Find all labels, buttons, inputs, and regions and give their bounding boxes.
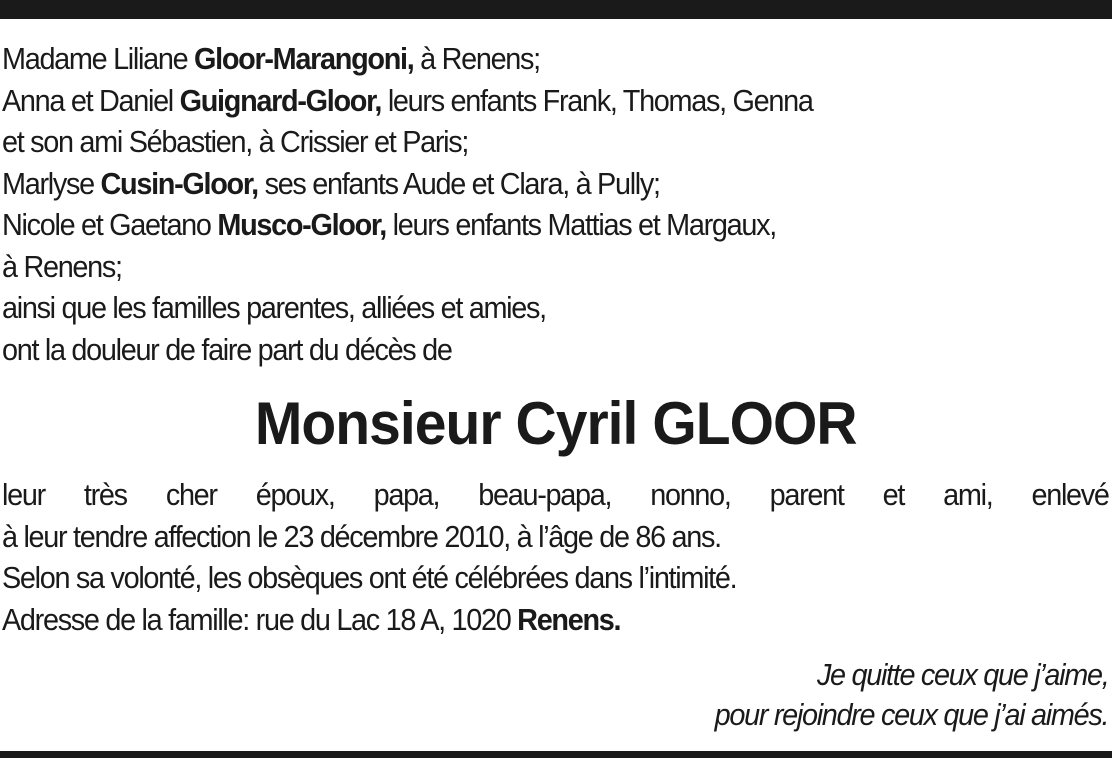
family-line-2: Anna et Daniel Guignard-Gloor, leurs enfants Frank, Thomas, Genna xyxy=(2,82,813,118)
details-word: ami, xyxy=(943,477,993,512)
details-line-4: Adresse de la famille: rue du Lac 18 A, 1020 Renens. xyxy=(2,601,621,637)
bottom-border xyxy=(0,751,1112,758)
details-line-3: Selon sa volonté, les obsèques ont été célébrées dans l’intimité. xyxy=(2,560,737,595)
family-name: Cusin-Gloor, xyxy=(100,165,258,201)
family-name: Guignard-Gloor, xyxy=(179,82,382,118)
family-line-3: et son ami Sébastien, à Crissier et Paris; xyxy=(2,124,469,159)
details-word: leur xyxy=(2,477,45,512)
details-line-1 xyxy=(2,474,1109,516)
family-line-8: ont la douleur de faire part du décès de xyxy=(2,331,452,367)
details-word: beau-papa, xyxy=(478,477,612,512)
family-name: Gloor-Marangoni, xyxy=(194,41,414,76)
details-word: et xyxy=(882,477,905,512)
family-name: Musco-Gloor, xyxy=(217,207,386,242)
details-line-2: à leur tendre affection le 23 décembre 2010, à l’âge de 86 ans. xyxy=(2,518,721,554)
details-word: très xyxy=(83,477,127,512)
details-word: nonno, xyxy=(650,477,731,512)
details-block xyxy=(2,474,1109,640)
details-word: papa, xyxy=(373,477,440,512)
family-line-7: ainsi que les familles parentes, alliées et amies, xyxy=(2,290,546,325)
family-line-6: à Renens; xyxy=(2,248,122,284)
details-word: cher xyxy=(165,477,217,512)
details-word: parent xyxy=(769,477,844,512)
family-line-1: Madame Liliane Gloor-Marangoni, à Renens; xyxy=(2,41,540,76)
quote-line-1: Je quitte ceux que j’aime, xyxy=(816,657,1108,692)
closing-quote xyxy=(0,655,1108,735)
details-word: époux, xyxy=(255,477,335,512)
family-line-5: Nicole et Gaetano Musco-Gloor, leurs enfants Mattias et Margaux, xyxy=(2,207,776,242)
deceased-name: Monsieur Cyril GLOOR xyxy=(255,390,857,457)
top-border xyxy=(0,0,1112,19)
family-line-4: Marlyse Cusin-Gloor, ses enfants Aude et Clara, à Pully; xyxy=(2,165,660,201)
family-list xyxy=(2,38,1032,370)
address-city: Renens. xyxy=(517,601,621,637)
quote-line-2: pour rejoindre ceux que j’ai aimés. xyxy=(714,697,1108,732)
details-word: enlevé xyxy=(1031,477,1109,512)
